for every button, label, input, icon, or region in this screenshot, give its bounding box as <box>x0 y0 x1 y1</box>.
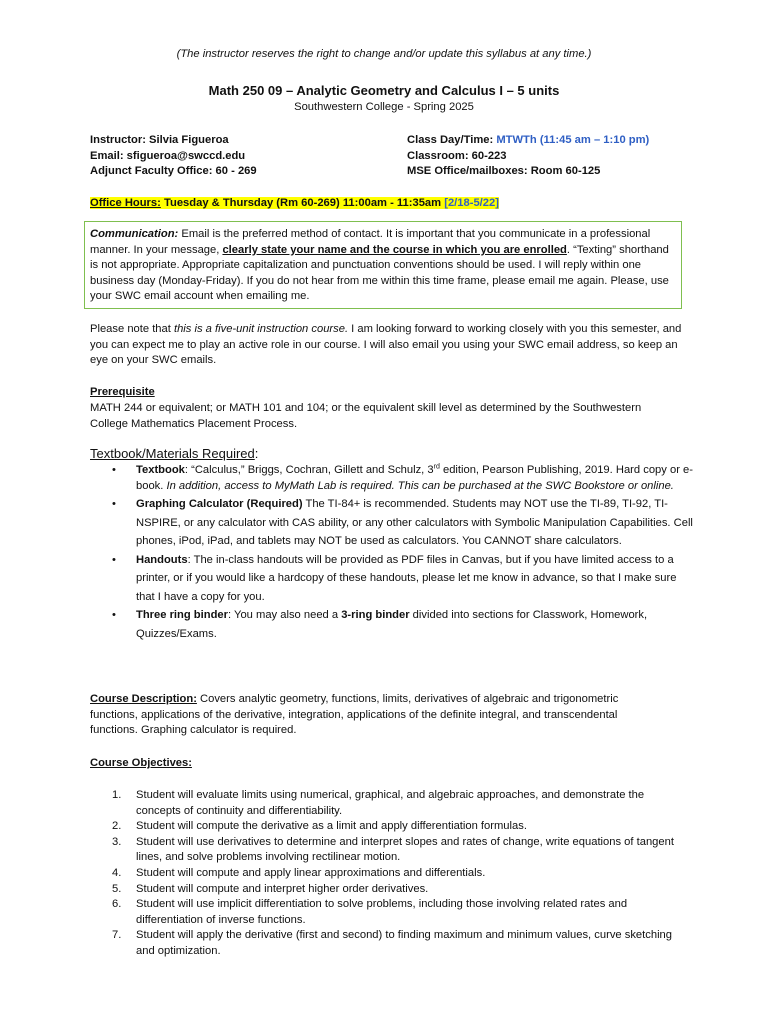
objective-number: 6. <box>112 898 122 911</box>
communication-part-1: Email is the preferred method of contact. It is important that you communicate in a professional manner. In your message, <box>90 228 651 256</box>
objective-number: 5. <box>112 882 122 895</box>
objective-text: Student will compute and apply linear approximations and differentials. <box>136 866 486 879</box>
objective-item <box>90 819 690 835</box>
mse-office: MSE Office/mailboxes: Room 60-125 <box>407 165 601 178</box>
communication-text <box>90 227 680 305</box>
objective-text: Student will compute the derivative as a limit and apply differentiation formulas. <box>136 820 527 833</box>
objective-text: Student will use derivatives to determine and interpret slopes and rates of change, write equations of tangent lines, and solve problems involving rectilinear motion. <box>136 835 674 864</box>
instructor-email: Email: sfigueroa@swccd.edu <box>90 149 246 162</box>
course-title: Math 250 09 – Analytic Geometry and Calculus I – 5 units <box>208 83 560 98</box>
objective-number: 3. <box>112 835 122 848</box>
objective-number: 1. <box>112 789 122 801</box>
course-description-label: Course Description: <box>90 693 197 705</box>
course-description <box>90 692 660 739</box>
office-hours <box>90 196 499 212</box>
course-objectives-heading: Course Objectives: <box>90 757 192 769</box>
materials-heading-line <box>90 446 690 462</box>
course-subtitle: Southwestern College - Spring 2025 <box>294 101 474 113</box>
edition-superscript: rd <box>433 463 440 471</box>
objective-item <box>90 788 690 819</box>
bullet-icon: • <box>112 464 116 476</box>
note-part-1: Please note that <box>90 323 174 335</box>
list-item-textbook <box>90 463 696 494</box>
note-part-2: I am looking forward to working closely with you this semester, and you can expect me to play an active role in our course. I will also email you using your SWC email address, so keep an eye on your SWC emails. <box>90 323 682 367</box>
office-hours-label: Office Hours: <box>90 197 161 209</box>
communication-part-2: . “Texting” shorthand is not appropriate. Appropriate capitalization and punctuation conventions should be used. I will reply within one business day (Monday-Friday). If you do not hear from me within this time frame, please email me again. Please, use your SWC email account when emailing me. <box>90 243 669 303</box>
textbook-text: : “Calculus,” Briggs, Cochran, Gillett and Schulz, 3 <box>184 464 434 476</box>
materials-list <box>90 463 696 643</box>
adjunct-office: Adjunct Faculty Office: 60 - 269 <box>90 165 257 178</box>
binder-label: Three ring binder <box>136 609 228 622</box>
objective-number: 7. <box>112 929 122 942</box>
instructor-info <box>90 133 390 180</box>
objective-number: 4. <box>112 866 122 879</box>
class-info <box>407 133 707 180</box>
bullet-icon: • <box>112 498 116 511</box>
materials-colon: : <box>254 446 259 461</box>
class-time-label: Class Day/Time: <box>407 134 497 146</box>
communication-emphasis: clearly state your name and the course in which you are enrolled <box>222 243 567 256</box>
calculator-label: Graphing Calculator (Required) <box>136 498 303 511</box>
list-item-calculator <box>90 495 696 551</box>
course-note <box>90 322 695 369</box>
objective-text: Student will compute and interpret higher order derivatives. <box>136 882 429 895</box>
calculator-text: The TI-84+ is recommended. Students may NOT use the TI-89, TI-92, TI-NSPIRE, or any calculator with CAS ability, or any other calculators with Symbolic Manipulation Capabilities. Cell phones, iPod, iPad, and tablets may NOT be used as calculators. You CANNOT share calculators. <box>136 498 693 548</box>
office-hours-value: Tuesday & Thursday (Rm 60-269) 11:00am - 11:35am <box>160 197 445 209</box>
handouts-label: Handouts <box>136 553 188 566</box>
objectives-list <box>90 788 690 960</box>
syllabus-notice: (The instructor reserves the right to change and/or update this syllabus at any time.) <box>176 48 592 60</box>
list-item-binder <box>90 606 696 643</box>
office-hours-dates: [2/18-5/22] <box>444 197 499 209</box>
textbook-label: Textbook <box>136 464 185 476</box>
textbook-text-2: edition, Pearson Publishing, 2019. Hard copy or e-book. <box>136 464 693 492</box>
handouts-text: : The in-class handouts will be provided as PDF files in Canvas, but if you have limited access to a printer, or if you would like a hardcopy of these handouts, please let me know in advance, so that I make sure that I have a copy for you. <box>136 553 677 603</box>
class-time-value: MTWTh (11:45 am – 1:10 pm) <box>496 134 650 146</box>
objective-number: 2. <box>112 820 122 833</box>
bullet-icon: • <box>112 609 116 622</box>
mymathlab-note: In addition, access to MyMath Lab is required. This can be purchased at the SWC Bookstore or online. <box>166 479 674 492</box>
objective-item <box>90 897 690 928</box>
objective-text: Student will apply the derivative (first and second) to finding maximum and minimum values, curve sketching and optimization. <box>136 929 673 957</box>
objective-item <box>90 928 690 959</box>
objective-item <box>90 866 690 882</box>
classroom: Classroom: 60-223 <box>407 149 507 162</box>
objective-item <box>90 882 690 898</box>
list-item-handouts <box>90 551 696 607</box>
objective-text: Student will evaluate limits using numerical, graphical, and algebraic approaches, and demonstrate the concepts of continuity and differentiability. <box>136 789 645 817</box>
course-description-text: Covers analytic geometry, functions, limits, derivatives of algebraic and trigonometric functions, applications of the derivative, integration, applications of the definite integral, and transcendental functions. Graphing calculator is required. <box>90 693 619 737</box>
binder-bold: 3-ring binder <box>341 609 410 622</box>
binder-text: : You may also need a <box>228 609 342 622</box>
objective-text: Student will use implicit differentiation to solve problems, including those involving related rates and differentiation of inverse functions. <box>136 898 628 926</box>
objective-item <box>90 835 690 866</box>
class-time <box>407 133 707 149</box>
instructor-name: Instructor: Silvia Figueroa <box>90 134 229 146</box>
bullet-icon: • <box>112 553 116 566</box>
prerequisite-heading: Prerequisite <box>90 386 155 398</box>
communication-label: Communication: <box>90 228 179 240</box>
materials-heading: Textbook/Materials Required <box>90 446 255 461</box>
note-emphasis: this is a five-unit instruction course. <box>173 323 349 335</box>
binder-text-2: divided into sections for Classwork, Homework, Quizzes/Exams. <box>136 609 648 640</box>
prerequisite-text: MATH 244 or equivalent; or MATH 101 and 104; or the equivalent skill level as determined by the Southwestern College Mathematics Placement Process. <box>90 402 642 430</box>
